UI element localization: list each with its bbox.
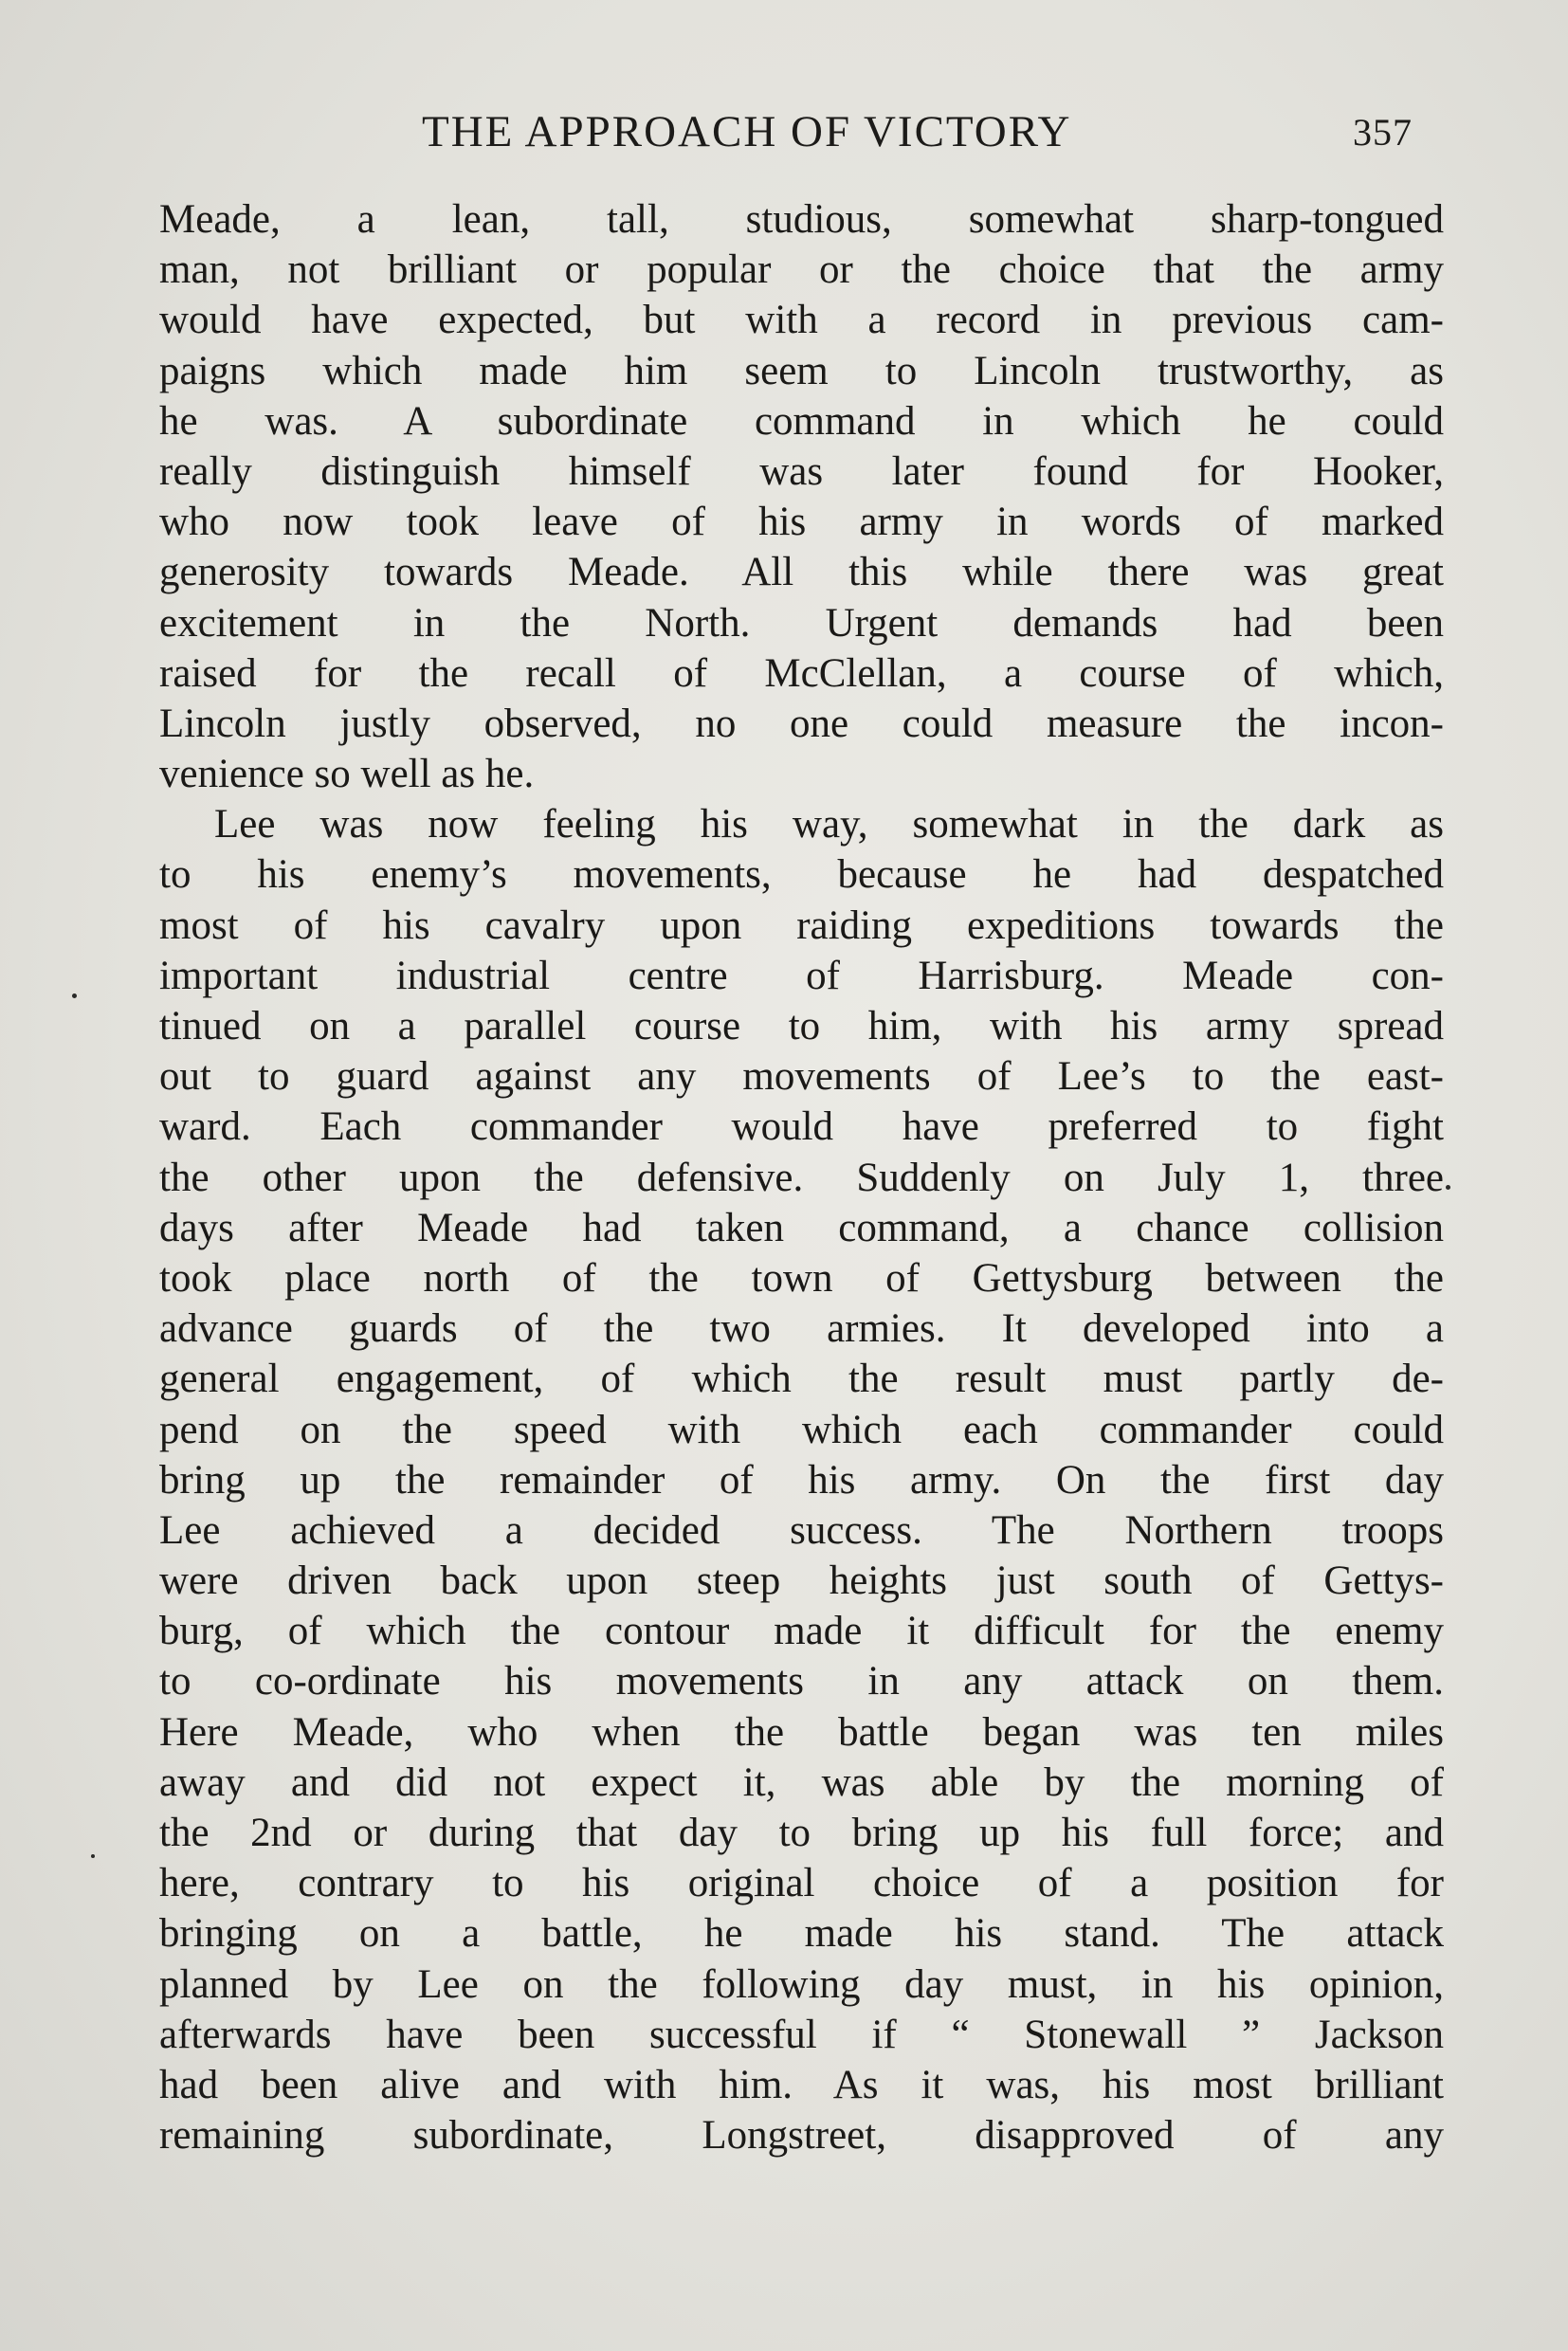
text-line: really distinguish himself was later found for Hooker, <box>159 448 1444 494</box>
text-line: bring up the remainder of his army. On the first day <box>159 1457 1444 1503</box>
text-line: most of his cavalry upon raiding expeditions towards the <box>159 902 1444 948</box>
text-line: Lee was now feeling his way, somewhat in the dark as <box>214 802 1444 847</box>
text-line: out to guard against any movements of Lee’s to the east- <box>159 1054 1444 1100</box>
text-line: generosity towards Meade. All this while there was great <box>159 550 1444 595</box>
text-line: away and did not expect it, was able by the morning of <box>159 1759 1444 1805</box>
text-line: remaining subordinate, Longstreet, disapproved of any <box>159 2113 1444 2159</box>
text-line: he was. A subordinate command in which he could <box>159 398 1444 444</box>
text-line: to co-ordinate his movements in any attack on them. <box>159 1659 1444 1704</box>
text-line: Lee achieved a decided success. The Northern troops <box>159 1507 1444 1553</box>
text-line: burg, of which the contour made it difficult for the enemy <box>159 1609 1444 1654</box>
body-text <box>159 194 1444 2160</box>
text-line: raised for the recall of McClellan, a course of which, <box>159 650 1444 696</box>
text-line: Lincoln justly observed, no one could measure the incon- <box>159 701 1444 746</box>
text-line: bringing on a battle, he made his stand. The attack <box>159 1911 1444 1957</box>
text-line: the other upon the defensive. Suddenly on July 1, three <box>159 1155 1444 1200</box>
text-line: tinued on a parallel course to him, with his army spread <box>159 1004 1444 1048</box>
text-line: excitement in the North. Urgent demands had been <box>159 600 1444 646</box>
text-line: to his enemy’s movements, because he had despatched <box>159 852 1444 898</box>
text-line: venience so well as he. <box>159 752 535 797</box>
page-header <box>152 106 1413 173</box>
page-number: 357 <box>1353 111 1413 154</box>
text-line: afterwards have been successful if “ Stonewall ” Jackson <box>159 2012 1444 2057</box>
text-line: planned by Lee on the following day must, in his opinion, <box>159 1961 1444 2007</box>
text-line: pend on the speed with which each commander could <box>159 1407 1444 1452</box>
text-line: man, not brilliant or popular or the choice that the army <box>159 247 1444 293</box>
running-title: THE APPROACH OF VICTORY <box>422 107 1072 156</box>
text-line: here, contrary to his original choice of a position for <box>159 1861 1444 1906</box>
paper-speck <box>72 993 77 998</box>
text-line: had been alive and with him. As it was, his most brilliant <box>159 2062 1444 2107</box>
text-line: days after Meade had taken command, a chance collision <box>159 1205 1444 1250</box>
paper-speck <box>1446 1185 1450 1190</box>
paper-speck <box>91 1854 95 1858</box>
text-line: Here Meade, who when the battle began was ten miles <box>159 1709 1444 1755</box>
text-line: were driven back upon steep heights just south of Gettys- <box>159 1558 1444 1604</box>
text-line: would have expected, but with a record in previous cam- <box>159 298 1444 343</box>
text-line: advance guards of the two armies. It developed into a <box>159 1306 1444 1352</box>
text-line: ward. Each commander would have preferred to fight <box>159 1104 1444 1150</box>
text-line: paigns which made him seem to Lincoln trustworthy, as <box>159 348 1444 393</box>
text-line: important industrial centre of Harrisburg. Meade con- <box>159 953 1444 998</box>
text-line: the 2nd or during that day to bring up his full force; and <box>159 1811 1444 1855</box>
text-line: general engagement, of which the result must partly de- <box>159 1357 1444 1402</box>
text-line: who now took leave of his army in words of marked <box>159 500 1444 545</box>
text-line: Meade, a lean, tall, studious, somewhat sharp-tongued <box>159 197 1444 242</box>
text-line: took place north of the town of Gettysburg between the <box>159 1255 1444 1301</box>
